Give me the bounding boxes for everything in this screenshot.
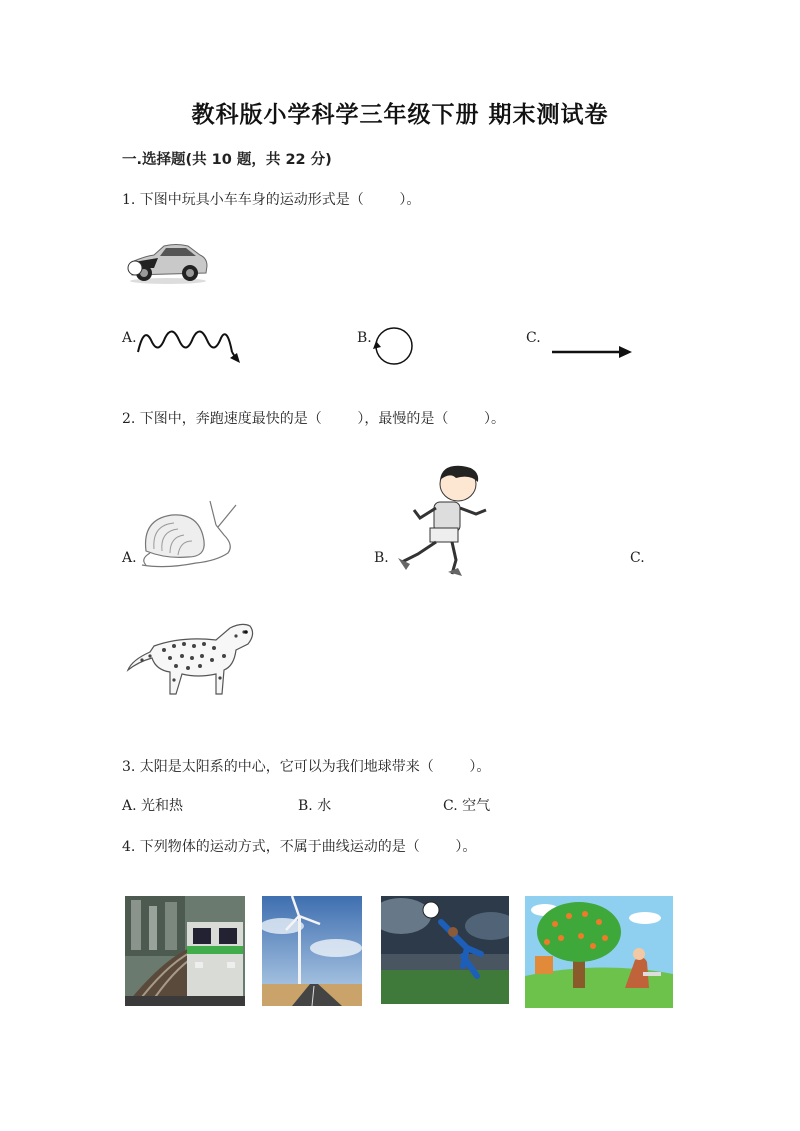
section-heading: 一.选择题(共 10 题，共 22 分) bbox=[122, 152, 332, 168]
circle-arrow-icon bbox=[372, 325, 416, 367]
q3-option-a: A. 光和热 bbox=[122, 798, 184, 814]
q1-option-c: C. bbox=[526, 330, 541, 346]
soccer-player-image bbox=[381, 896, 509, 1004]
snail-image bbox=[136, 495, 240, 573]
q3-option-c: C. 空气 bbox=[443, 798, 491, 814]
running-boy-image bbox=[396, 462, 494, 582]
q1-option-a: A. bbox=[122, 330, 137, 346]
wind-turbine-image bbox=[262, 896, 362, 1006]
q2-option-b: B. bbox=[374, 550, 389, 566]
q2-option-c: C. bbox=[630, 550, 645, 566]
toy-car-image bbox=[124, 240, 210, 286]
straight-arrow-icon bbox=[551, 345, 633, 359]
question-3-text: 3. 太阳是太阳系的中心，它可以为我们地球带来（ ）。 bbox=[122, 759, 491, 775]
train-image bbox=[125, 896, 245, 1006]
q1-option-b: B. bbox=[357, 330, 372, 346]
fruit-tree-image bbox=[525, 896, 673, 1008]
question-2-text: 2. 下图中，奔跑速度最快的是（ ），最慢的是（ ）。 bbox=[122, 411, 506, 427]
q3-option-b: B. 水 bbox=[298, 798, 332, 814]
page-title: 教科版小学科学三年级下册 期末测试卷 bbox=[191, 102, 609, 128]
question-1-text: 1. 下图中玩具小车车身的运动形式是（ ）。 bbox=[122, 192, 421, 208]
cheetah-image bbox=[124, 616, 258, 700]
q2-option-a: A. bbox=[122, 550, 137, 566]
question-4-text: 4. 下列物体的运动方式，不属于曲线运动的是（ ）。 bbox=[122, 839, 477, 855]
zigzag-wave-arrow-icon bbox=[136, 322, 246, 364]
